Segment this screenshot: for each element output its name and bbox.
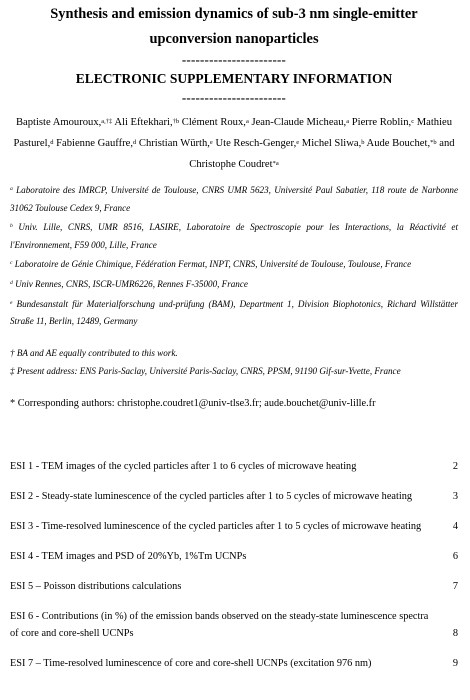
toc-entry <box>10 578 458 595</box>
toc-entry <box>10 488 458 505</box>
separator-top: ----------------------- <box>181 52 287 67</box>
toc-label: ESI 5 – Poisson distributions calculations <box>10 580 182 592</box>
author: Clément Roux,$^a$ <box>181 117 249 128</box>
table-of-contents <box>10 458 458 672</box>
affiliation: $^d$ Univ Rennes, CNRS, ISCR-UMR6226, Rennes F-35000, France <box>10 278 248 289</box>
author: Aude Bouchet,$^{*b}$ <box>366 138 437 149</box>
author: Baptiste Amouroux,$^{a,\dagger\ddagger}$ <box>15 117 113 128</box>
toc-label-continued: of core and core-shell UCNPs <box>10 627 134 639</box>
toc-label: ESI 2 - Steady-state luminescence of the cycled particles after 1 to 5 cycles of microwave heating <box>10 490 412 502</box>
toc-label: ESI 7 – Time-resolved luminescence of core and core-shell UCNPs (excitation 976 nm) <box>10 657 372 669</box>
toc-entry <box>10 608 458 642</box>
author: Mathieu Pasturel,$^d$ <box>13 117 453 149</box>
author: Pierre Roblin,$^c$ <box>351 117 415 128</box>
author: Christian Würth,$^e$ <box>138 138 213 149</box>
paper-title <box>10 0 458 52</box>
affiliation: $^e$ Bundesanstalt für Materialforschung und-prüfung (BAM), Department 1, Division Biophotonics, Richard Willstätter Straße 11, Berlin, 12489, Germany <box>10 298 458 327</box>
author: and Christophe Coudret$^{*a}$ <box>189 138 455 170</box>
toc-page: 8 <box>452 627 458 639</box>
toc-entry <box>10 655 458 672</box>
separator-bottom: ----------------------- <box>181 90 287 105</box>
author-list <box>10 112 458 175</box>
author: Ali Eftekhari,$^{\dagger b}$ <box>114 117 180 128</box>
toc-page: 7 <box>452 580 458 592</box>
equal-contribution-note: † BA and AE equally contributed to this work. <box>10 347 178 358</box>
affiliation: $^c$ Laboratoire de Génie Chimique, Fédération Fermat, INPT, CNRS, Université de Toulouse, Toulouse, France <box>10 259 412 270</box>
affiliation: $^a$ Laboratoire des IMRCP, Université de Toulouse, CNRS UMR 5623, Université Paul Sabatier, 118 route de Narbonne 31062 Toulouse Cedex 9, France <box>10 185 459 213</box>
author: Jean-Claude Micheau,$^a$ <box>251 117 350 128</box>
toc-label: ESI 6 - Contributions (in %) of the emission bands observed on the steady-state luminescence spectra <box>10 610 429 622</box>
toc-entry <box>10 458 458 475</box>
toc-entry <box>10 518 458 535</box>
author-notes <box>10 345 458 381</box>
toc-label: ESI 4 - TEM images and PSD of 20%Yb, 1%Tm UCNPs <box>10 550 247 562</box>
affiliation: $^b$ Univ. Lille, CNRS, UMR 8516, LASIRE, Laboratoire de Spectroscopie pour les Interactions, la Réactivité et l'Environnement, F59 000, Lille, France <box>10 222 458 250</box>
toc-page: 4 <box>452 520 458 532</box>
affiliations <box>10 182 458 331</box>
title-line-1: Synthesis and emission dynamics of sub-3 nm single-emitter <box>50 6 418 22</box>
author: Ute Resch-Genger,$^e$ <box>215 138 300 149</box>
toc-entry <box>10 548 458 565</box>
author: Fabienne Gauffre,$^d$ <box>56 138 137 149</box>
esi-heading: ELECTRONIC SUPPLEMENTARY INFORMATION <box>75 71 393 86</box>
toc-page: 6 <box>452 550 458 562</box>
toc-label: ESI 1 - TEM images of the cycled particles after 1 to 6 cycles of microwave heating <box>10 460 357 472</box>
toc-page: 9 <box>452 657 458 669</box>
toc-page: 3 <box>452 490 458 502</box>
present-address-note: ‡ Present address: ENS Paris-Saclay, Université Paris-Saclay, CNRS, PPSM, 91190 Gif-sur-Yvette, France <box>10 366 401 377</box>
toc-page: 2 <box>452 460 458 472</box>
corresponding-authors: * Corresponding authors: christophe.coudret1@univ-tlse3.fr; aude.bouchet@univ-lille.fr <box>10 397 376 409</box>
toc-label: ESI 3 - Time-resolved luminescence of the cycled particles after 1 to 5 cycles of microwave heating <box>10 520 422 532</box>
title-line-2: upconversion nanoparticles <box>149 31 319 47</box>
author: Michel Sliwa,$^b$ <box>301 138 365 149</box>
